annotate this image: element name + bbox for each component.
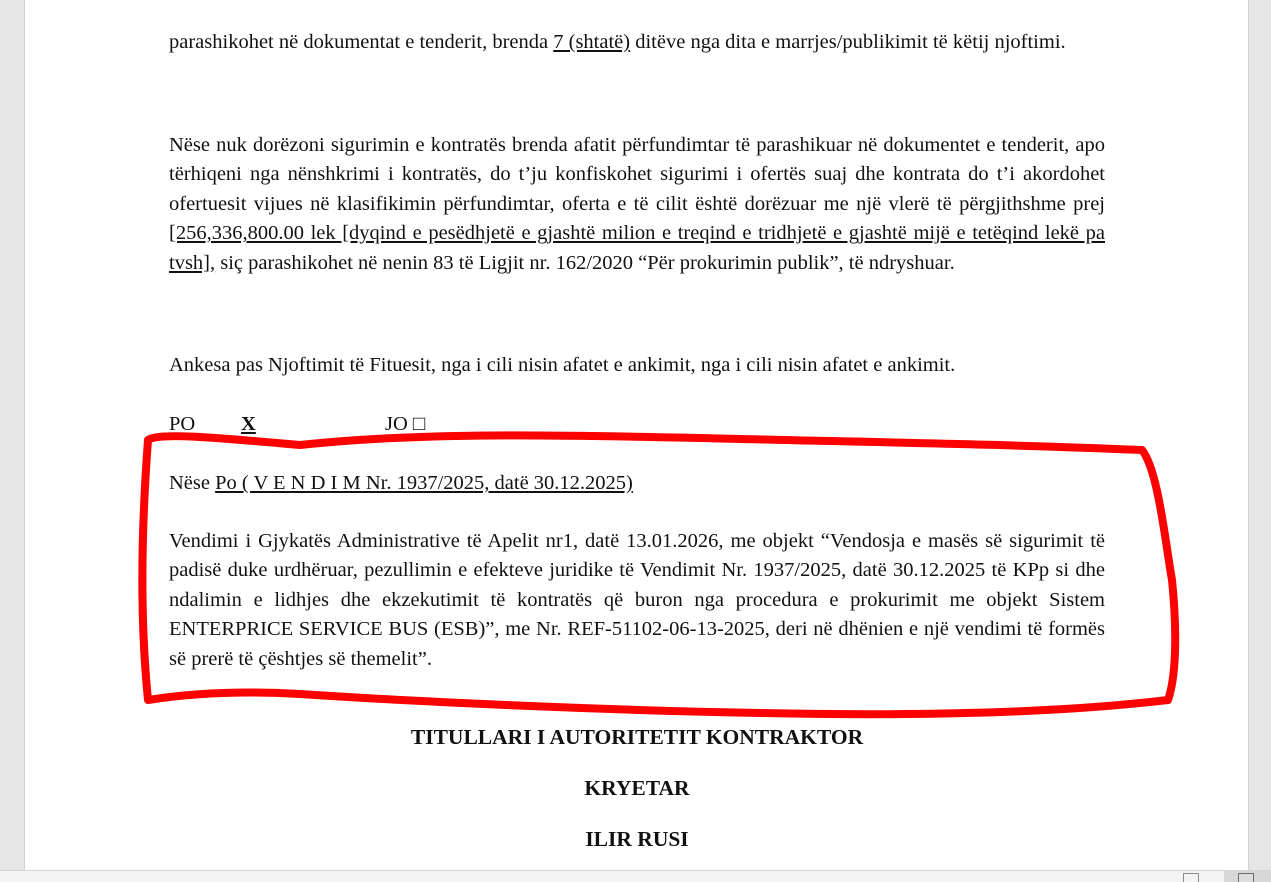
paragraph-if-yes: [169, 469, 1105, 498]
p2-before: Nëse nuk dorëzoni sigurimin e kontratës brenda afatit përfundimtar të parashikuar në dokumentet e tenderit, apo tërhiqeni nga nënshkrimi i kontratës, do t’ju konfiskohet sigurimi i ofertës suaj dhe kontrata do t’i akordohet ofertuesit vijues në klasifikimin përfundimtar, oferta e të cilit është dorëzuar me një vlerë të përgjithshme prej: [169, 134, 1105, 215]
paragraph-court-decision: Vendimi i Gjykatës Administrative të Apelit nr1, datë 13.01.2026, me objekt “Vendosja e masës së sigurimit të padisë duke urdhëruar, pezullimin e efekteve juridike të Vendimit Nr. 1937/2025, datë 30.12.2025 të KPp si dhe ndalimin e lidhjes dhe ekzekutimit të kontratës që buron nga procedura e prokurimit me objekt Sistem ENTERPRICE SERVICE BUS (ESB)”, me Nr. REF-51102-06-13-2025, deri në dhënien e një vendimi të formës së prerë të çështjes së themelit”.: [169, 530, 1105, 670]
p1-deadline-days: 7 (shtatë): [553, 31, 631, 53]
po-jo-choice-row: [169, 410, 1105, 440]
p1-before: parashikohet në dokumentat e tenderit, brenda: [169, 31, 554, 53]
jo-label: JO □: [385, 413, 426, 435]
signature-title: TITULLARI I AUTORITETIT KONTRAKTOR: [410, 725, 864, 749]
p1-after: ditëve nga dita e marrjes/publikimit të këtij njoftimi.: [630, 31, 1066, 53]
signature-role: KRYETAR: [584, 776, 690, 800]
paragraph-tender-deadline: [169, 28, 1105, 57]
signature-name: ILIR RUSI: [585, 827, 689, 851]
p2-offer-value: [256,336,800.00 lek [dyqind e pesëdhjetë e gjashtë milion e treqind e tridhjetë e gjashtë mijë e tetëqind lekë pa tvsh],: [169, 222, 1105, 274]
status-bar: [0, 870, 1271, 882]
paragraph-contract-security: [169, 131, 1105, 278]
document-page[interactable]: [24, 0, 1249, 870]
paragraph-complaint: Ankesa pas Njoftimit të Fituesit, nga i cili nisin afatet e ankimit, nga i cili nisin afatet e ankimit.: [169, 354, 956, 376]
po-label: PO: [169, 413, 196, 435]
p2-after: siç parashikohet në nenin 83 të Ligjit nr. 162/2020 “Për prokurimin publik”, të ndryshuar.: [215, 251, 955, 274]
p4-before: Nëse: [169, 472, 216, 494]
p4-decision-ref: Po ( V E N D I M Nr. 1937/2025, datë 30.12.2025): [215, 472, 633, 494]
po-checkmark: X: [241, 413, 256, 435]
